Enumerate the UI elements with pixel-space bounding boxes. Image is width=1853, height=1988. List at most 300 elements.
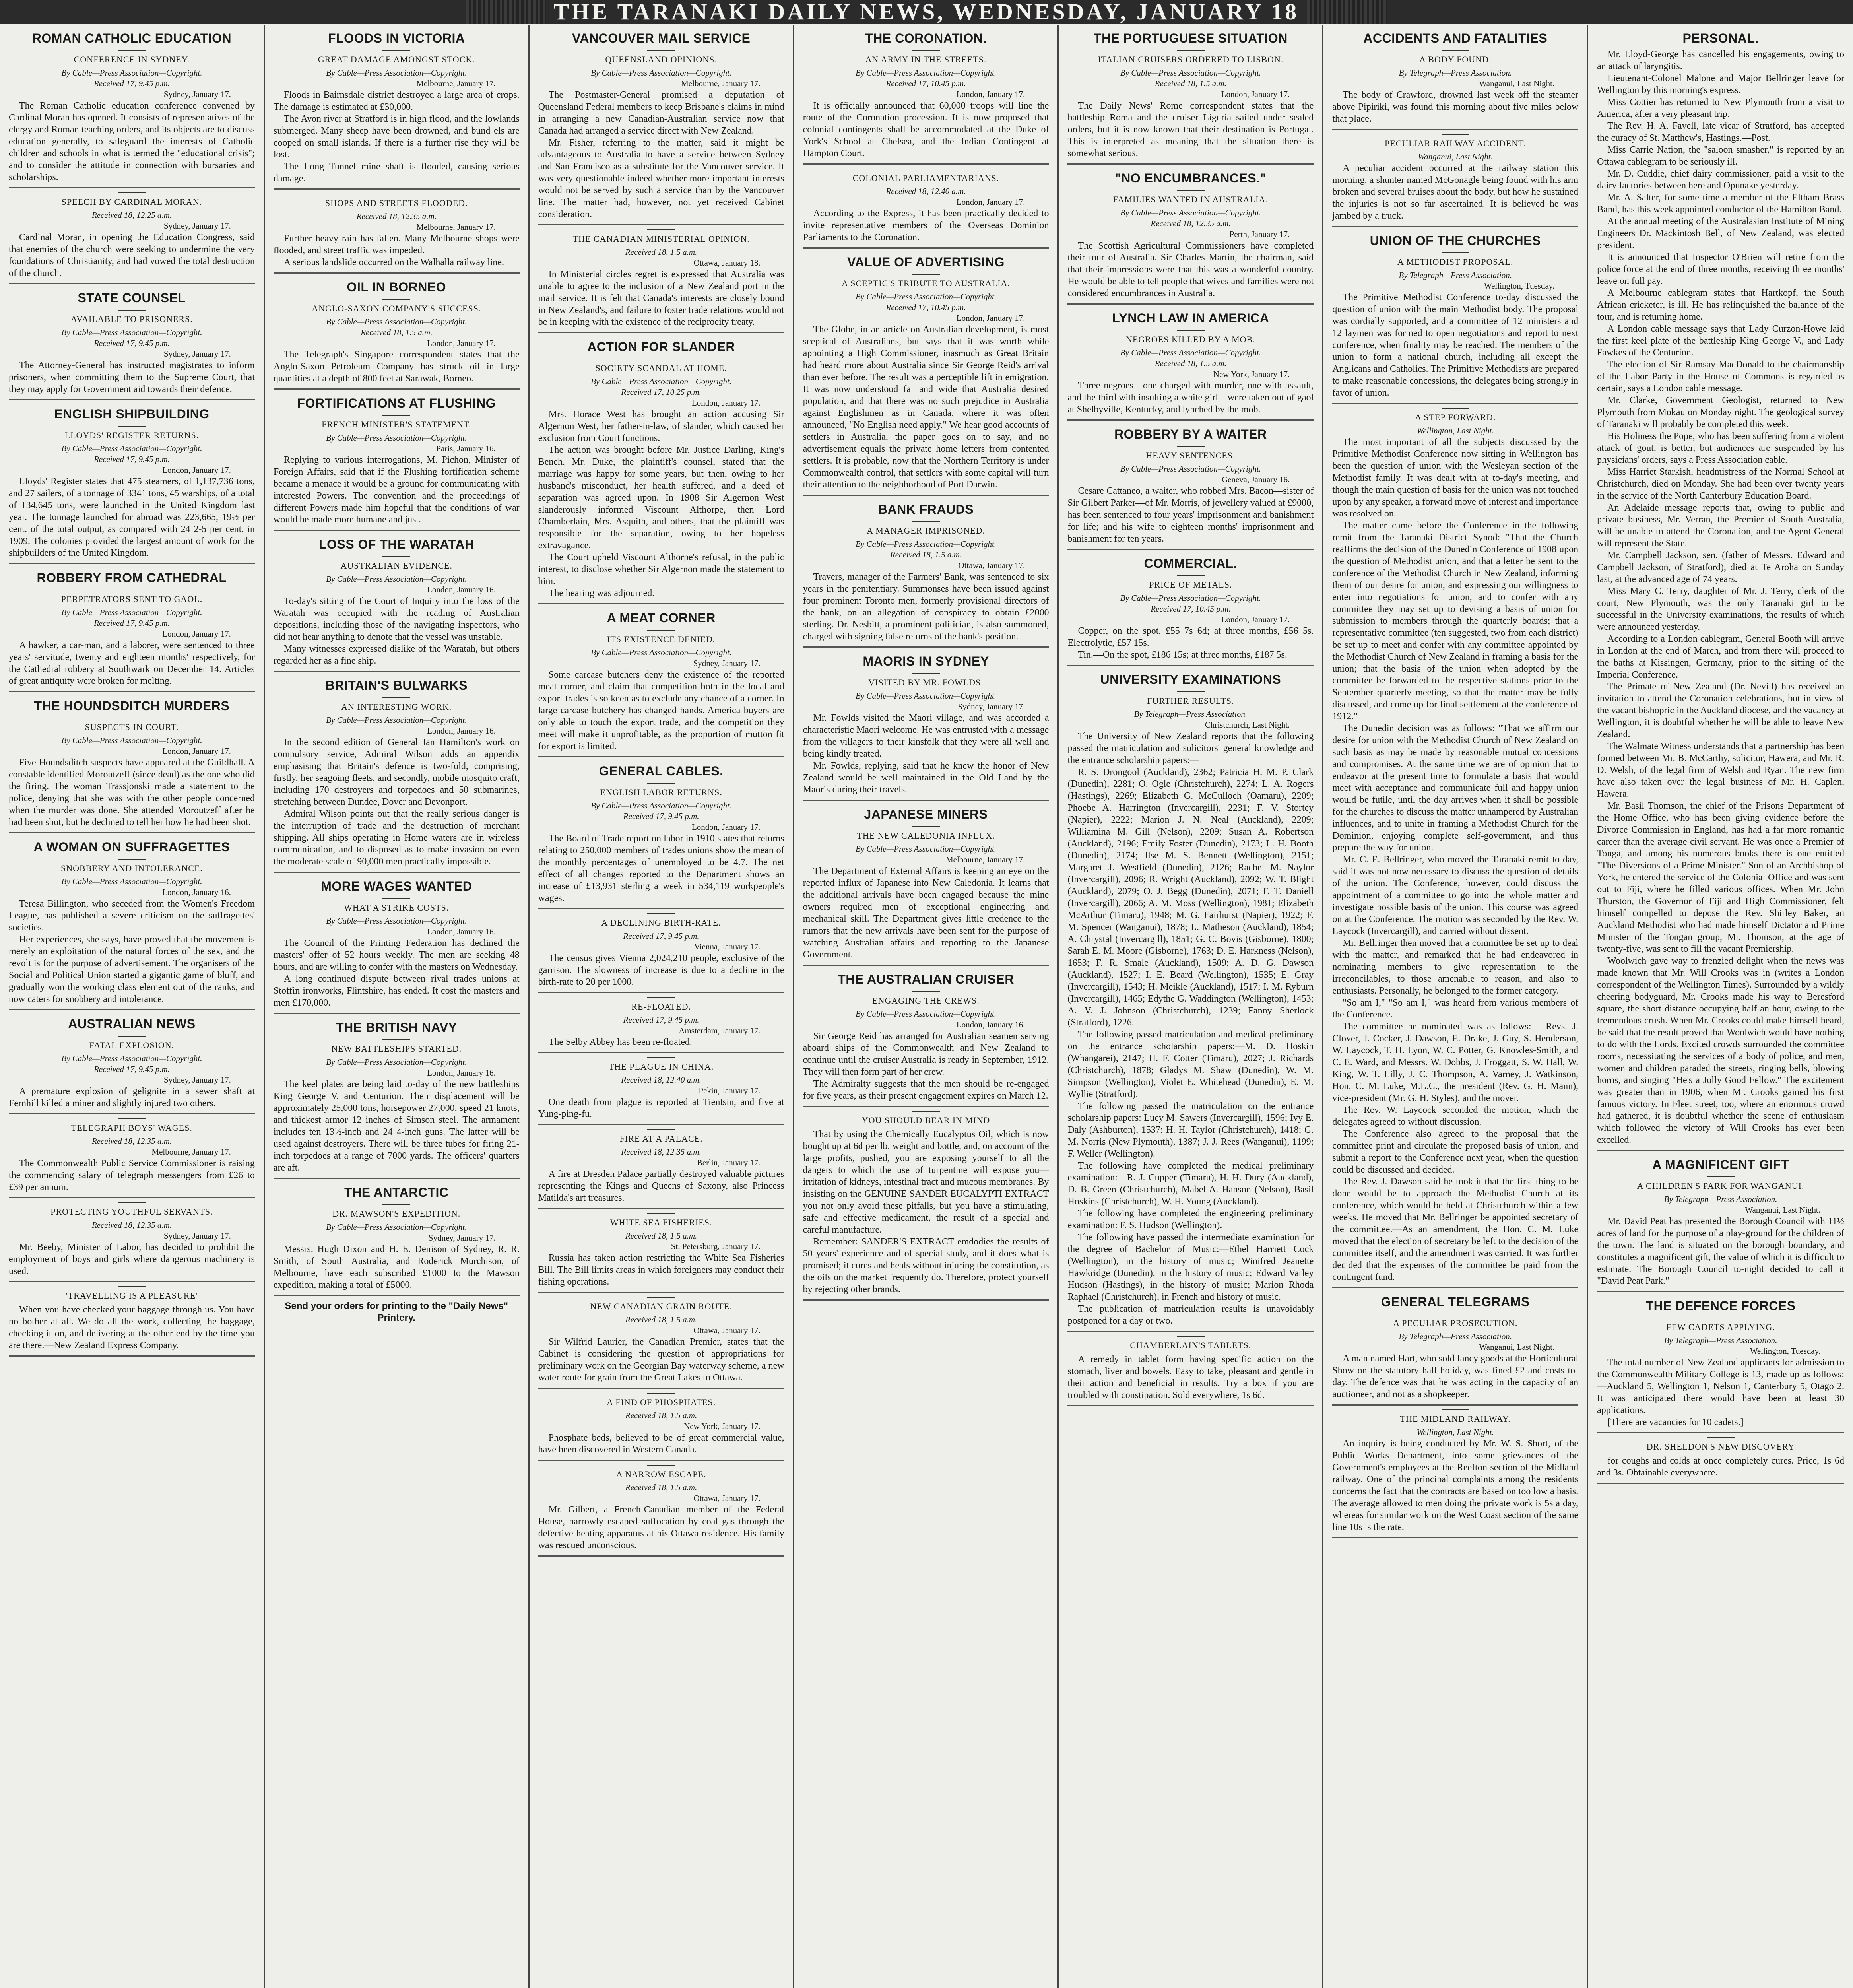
- article-body: [274, 454, 520, 526]
- headline: ROBBERY FROM CATHEDRAL: [37, 571, 227, 585]
- masthead-ornament-left: [466, 0, 546, 24]
- dateline: Received 18, 12.25 a.m.: [91, 210, 172, 220]
- dateline: London, January 17.: [1221, 615, 1290, 624]
- paragraph: A premature explosion of gelignite in a sewer shaft at Fernhill killed a miner and slightly injured two others.: [9, 1086, 255, 1109]
- article-body: [9, 1085, 255, 1109]
- dateline: Ottawa, January 17.: [958, 561, 1025, 570]
- article: [803, 30, 1049, 165]
- article-body: [538, 89, 784, 220]
- dateline: Sydney, January 17.: [163, 221, 231, 231]
- article-body: [538, 268, 784, 328]
- paragraph: The Postmaster-General promised a deputation of Queensland Federal members to keep Brisbane's claims in mind in arranging a new Canadian-Australian service now that Canada had arranged a service direct with New Zealand.: [538, 90, 784, 136]
- paragraph: Three negroes—one charged with murder, one with assault, and the third with insulting a white girl—were taken out of gaol at Shelbyville, Kentucky, and lynched by the mob.: [1067, 381, 1314, 415]
- paragraph: Sir Wilfrid Laurier, the Canadian Premier, states that the Cabinet is considering the question of appropriations for preliminary work on the Georgian Bay waterway scheme, a new water route for grain from the Great Lakes to Ottawa.: [538, 1337, 784, 1383]
- article: [274, 678, 520, 873]
- article-body: [538, 1336, 784, 1384]
- paragraph: The hearing was adjourned.: [548, 588, 655, 598]
- article: [9, 192, 255, 284]
- article-body: [538, 669, 784, 752]
- headline: UNION OF THE CHURCHES: [1370, 233, 1541, 248]
- article-body: [1597, 1215, 1844, 1287]
- dateline: Received 18, 1.5 a.m.: [625, 1231, 697, 1241]
- dateline: London, January 17.: [691, 398, 761, 408]
- paragraph: The Avon river at Stratford is in high flood, and the lowlands submerged. Many sheep have been drowned, and bund els are cooped on small islands. If there is a further rise they will be lost.: [273, 114, 520, 160]
- article-body: [274, 89, 520, 184]
- dateline: Received 18, 12.35 a.m.: [621, 1147, 701, 1157]
- article-body: [9, 898, 255, 1005]
- paragraph: In the second edition of General Ian Hamilton's work on compulsory service, Admiral Wilson adds an appendix emphasising that Britain's defence is two-fold, comprising, firstly, her seagoing fleets, and secondly, mobile mosquito craft, including 170 destroyers and torpedoes and 50 submarines, stretching between Dundee, Dover and Devonport.: [273, 737, 520, 807]
- headline: FORTIFICATIONS AT FLUSHING: [297, 396, 496, 410]
- article-body: [1067, 240, 1314, 299]
- subheading: RE-FLOATED.: [538, 997, 784, 1012]
- article: [1332, 134, 1578, 227]
- article-body: [274, 233, 520, 268]
- paragraph: Phosphate beds, believed to be of great commercial value, have been discovered in Western Canada.: [538, 1433, 784, 1455]
- dateline: By Cable—Press Association—Copyright.: [855, 539, 997, 549]
- article: [1332, 233, 1578, 404]
- dateline: Received 17, 9.45 p.m.: [623, 931, 699, 941]
- paragraph: Mr. Lloyd-George has cancelled his engagements, owing to an attack of laryngitis.: [1597, 49, 1845, 72]
- dateline: Received 17, 9.45 p.m.: [94, 1064, 170, 1074]
- subheading: ANGLO-SAXON COMPANY'S SUCCESS.: [274, 299, 520, 314]
- paragraph: Sir George Reid has arranged for Australian seamen serving aboard ships of the Commonwealth and New Zealand to continue until the cruiser Australia is ready in September, 1912. They will then form part of her crew.: [803, 1031, 1049, 1077]
- dateline: By Cable—Press Association—Copyright.: [61, 444, 202, 453]
- paragraph: The Selby Abbey has been re-floated.: [548, 1037, 692, 1047]
- dateline: By Cable—Press Association—Copyright.: [1120, 593, 1261, 603]
- paragraph: The Globe, in an article on Australian development, is most sceptical of Australians, but says that it was worth while appointing a High Commissioner, inasmuch as Great Britain had heard more about Australia since Sir George Reid's arrival than ever before. The result was a perceptible lift in emigration. It was now understood far and wide that Australia desired population, and that there was no such prejudice in Australia against Englishmen as in Canada, where it was often announced, "No English need apply." We hear good accounts of settlers in Australia, the paper goes on to say, and no advertisement equals the private home letters from contented settlers. It is probable, now that the Northern Territory is under Commonwealth control, that settlers with some capital will turn their attention to the neighborhood of Port Darwin.: [803, 324, 1049, 490]
- article: [803, 806, 1049, 966]
- paragraph: The matter came before the Conference in the following remit from the Taranaki District Synod: "That the Church reaffirms the decision of the Dunedin Conference of 1908 upon the question of Methodist union, and that a letter be sent to the conference of the Methodist Church in New Zealand, informing them of our desire for union, and expressing our willingness to enter into negotiations for union, and to confer with any committee they may set up to devising a basis of union for submission to members through the quarterly boards; that a representative committee (ten suggested, two from each district) be set up to meet and confer with any committee appointed by the Methodist Church of New Zealand in framing a basis for the union; that the basis of the union when adopted by the committee be forwarded to the respective stations prior to the September quarterly meeting, so that the matter may be fully discussed, and come up for final settlement at the conference of 1912.": [1332, 520, 1579, 722]
- dateline: Melbourne, January 17.: [416, 79, 496, 88]
- paragraph: Many witnesses expressed dislike of the Waratah, but others regarded her as a fine ship.: [273, 644, 520, 666]
- paragraph: The Walmate Witness understands that a partnership has been formed between Mr. B. McCarthy, solicitor, Hawera, and Mr. R. D. Welsh, of the legal firm of Welsh and Ryan. The new firm have also taken over the legal business of Mr. H. Caplen, Hawera.: [1597, 741, 1845, 799]
- dateline: Received 18, 1.5 a.m.: [625, 1411, 697, 1420]
- article: [9, 1286, 255, 1357]
- headline: VALUE OF ADVERTISING: [847, 255, 1005, 269]
- column-6: [1323, 25, 1588, 1988]
- paragraph: The Rev. J. Dawson said he took it that the first thing to be done would be to approach the Methodist Church at its conference, which would be held at Christchurch within a few weeks. He moved that Mr. Bellringer be appointed secretary of the committee.—As an amendment, the Hon. C. M. Luke moved that the election of secretary be left to the decision of the committee itself, and the amendment was carried. It was further decided that the expenses of the committee be paid from the contingent fund.: [1332, 1176, 1579, 1282]
- article-body: [803, 865, 1049, 961]
- dateline: By Telegraph—Press Association.: [1664, 1194, 1777, 1204]
- dateline: London, January 17.: [162, 465, 231, 475]
- dateline: Received 17, 9.45 p.m.: [94, 79, 170, 88]
- article-body: [1067, 625, 1314, 661]
- paragraph: The following passed the matriculation on the entrance scholarship papers: Lucy M. Sawers (Invercargill), 1596; Ivy E. Daly (Ashburton), 1537; H. H. Taylor (Christchurch), 1418; G. M. Norris (New Plymouth), 1387; J. J. Rees (Wanganui), 1199; F. Weller (Wellington).: [1067, 1101, 1314, 1159]
- subheading: AVAILABLE TO PRISONERS.: [9, 310, 255, 325]
- paragraph: Teresa Billington, who seceded from the Women's Freedom League, has published a severe criticism on the suffragettes' societies.: [9, 899, 255, 933]
- dateline: By Cable—Press Association—Copyright.: [591, 648, 732, 657]
- paragraph: Lieutenant-Colonel Malone and Major Bellringer leave for Wellington by this morning's express.: [1597, 73, 1845, 95]
- masthead-ornament-right: [1307, 0, 1387, 24]
- dateline: By Cable—Press Association—Copyright.: [591, 68, 732, 78]
- paragraph: The following have passed the intermediate examination for the degree of Bachelor of Music:—Ethel Harriett Cock (Wellington), in the history of music; Winifred Jeanette Hawkridge (Dunedin), in the history of music; Edward Varley Hudson (Hastings), in the history of music; Marion Rhoda Raphael (Christchurch), in French and history of music.: [1067, 1232, 1314, 1302]
- paragraph: The action was brought before Mr. Justice Darling, King's Bench. Mr. Duke, the plaintiff's counsel, stated that the marriage was happy for some years, but then, owing to her husband's misconduct, her health suffered, and a deed of separation was agreed upon. In 1908 Sir Algernon West slanderously informed Viscount Althorpe, then Lord Chamberlain, Mrs. Asquith, and others, that the plaintiff was responsible for the separation, owing to her hopeless extravagance.: [538, 445, 784, 551]
- article: [538, 339, 784, 604]
- article-body: [9, 231, 255, 279]
- paragraph: A man named Hart, who sold fancy goods at the Horticultural Show on the statutory half-holiday, was fined £2 and costs to-day. The defence was that he was acting in the capacity of an auctioneer, and not as a shopkeeper.: [1332, 1353, 1579, 1400]
- subheading: PROTECTING YOUTHFUL SERVANTS.: [9, 1202, 255, 1217]
- dateline: By Telegraph—Press Association.: [1664, 1336, 1777, 1345]
- article: [9, 570, 255, 692]
- article: [803, 254, 1049, 496]
- article: [1597, 1157, 1844, 1292]
- headline: STATE COUNSEL: [78, 291, 186, 305]
- article-body: [274, 937, 520, 1009]
- subheading: ITALIAN CRUISERS ORDERED TO LISBON.: [1067, 50, 1314, 65]
- article-body: [538, 833, 784, 904]
- dateline: Received 17, 9.45 p.m.: [94, 618, 170, 628]
- paragraph: A London cable message says that Lady Curzon-Howe laid the first keel plate of the battleship King George V., and Lady Fawkes of the Centurion.: [1597, 324, 1845, 358]
- article-body: [1597, 1357, 1844, 1428]
- subheading: CONFERENCE IN SYDNEY.: [9, 50, 255, 65]
- dateline: Received 18, 12.35 a.m.: [91, 1220, 172, 1230]
- article-body: [1067, 100, 1314, 159]
- dateline: By Telegraph—Press Association.: [1399, 1332, 1512, 1341]
- dateline: By Cable—Press Association—Copyright.: [326, 715, 467, 725]
- article: [274, 878, 520, 1014]
- headline: VANCOUVER MAIL SERVICE: [572, 31, 751, 45]
- subheading: AN ARMY IN THE STREETS.: [803, 50, 1049, 65]
- paragraph: Lloyds' Register states that 475 steamers, of 1,137,736 tons, and 27 sailers, of a tonnage of 3341 tons, 45 warships, of a total of 134,645 tons, were launched in the United Kingdom last year. The tonnage launched for abroad was 223,665, 19½ per cent. of the total output, as compared with 24 2-5 per cent. in 1909. The colonies provided the largest amount of work for the shipbuilders of the United Kingdom.: [9, 476, 255, 558]
- headline: COMMERCIAL.: [1144, 556, 1238, 571]
- headline: A MAGNIFICENT GIFT: [1652, 1157, 1789, 1172]
- dateline: London, January 17.: [956, 89, 1025, 99]
- headline: THE CORONATION.: [865, 31, 987, 45]
- dateline: Wellington, Tuesday.: [1750, 1346, 1821, 1356]
- paragraph: R. S. Drongool (Auckland), 2362; Patricia H. M. P. Clark (Dunedin), 2281; O. Ogle (Christchurch), 2274; L. A. Rogers (Hastings), 2269; Elizabeth G. McCulloch (Oamaru), 2209; Phoebe A. Harrington (Invercargill), 2231; F. V. Stortey (Napier), 2222; Marion J. N. Neal (Auckland), 2209; Williamina M. Gill (Nelson), 2209; Susan A. Robertson (Auckland), 2196; Emily Foster (Dunedin), 2173; L. H. Booth (Dunedin), 2174; Ilse M. S. Bennett (Wellington), 2151; Margaret J. Westfield (Dunedin), 2126; Rachel M. Naylor (Invercargill), 2096; R. Wright (Auckland), 2092; W. T. Blight (Auckland), 2079; O. J. Begg (Dunedin), 2071; F. T. Daniell (Invercargill), 2066; A. M. Moss (Wellington), 1981; Elizabeth McArthur (Timaru), 1948; M. G. Fairhurst (Napier), 1922; F. M. Spencer (Wanganui), 1878; L. Matheson (Auckland), 1854; A. Chrystal (Invercargill), 1851; G. C. Bovis (Gisborne), 1800; Sarah E. M. Moore (Gisborne), 1763; D. E. Harkness (Nelson), 1653; F. R. Smale (Auckland), 1509; A. D. G. Dawson (Auckland), 1527; I. E. Beard (Wellington), 1535; E. Gray (Invercargill), 1543; H. Meikle (Auckland), 1517; I. M. Ryburn (Invercargill), 1465; Edythe G. Waddington (Wellington), 1453; A. V. J. Johnson (Christchurch), 1239; Fanny Sherlock (Stratford), 1226.: [1067, 767, 1314, 1028]
- paragraph: A fire at Dresden Palace partially destroyed valuable pictures representing the Kings and Queens of Saxony, also Princess Matilda's art treasures.: [538, 1169, 784, 1203]
- paragraph: Mr. C. E. Bellringer, who moved the Taranaki remit to-day, said it was not now necessary to discuss the question of details of the union. The Conference, however, could discuss the appointment of a committee to go into the whole matter and investigate possible basis of the union. This course was agreed on at the Conference. The motion was seconded by the Rev. W. Laycock (Invercargill), and carried without dissent.: [1332, 854, 1579, 936]
- subheading: VISITED BY MR. FOWLDS.: [803, 673, 1049, 688]
- headline: JAPANESE MINERS: [864, 807, 988, 821]
- article-body: [1332, 1353, 1578, 1400]
- dateline: Berlin, January 17.: [697, 1158, 761, 1167]
- article: [1067, 170, 1314, 305]
- article-body: [1067, 730, 1314, 1327]
- paragraph: Tin.—On the spot, £186 15s; at three months, £187 5s.: [1078, 650, 1287, 660]
- subheading: SOCIETY SCANDAL AT HOME.: [538, 359, 784, 374]
- headline: ENGLISH SHIPBUILDING: [54, 407, 210, 421]
- subheading: A BODY FOUND.: [1332, 50, 1578, 65]
- headline: LYNCH LAW IN AMERICA: [1112, 311, 1269, 325]
- subheading: GREAT DAMAGE AMONGST STOCK.: [274, 50, 520, 65]
- article: [538, 1297, 784, 1389]
- article: [9, 30, 255, 188]
- dateline: By Cable—Press Association—Copyright.: [855, 68, 997, 78]
- dateline: By Telegraph—Press Association.: [1399, 270, 1512, 280]
- subheading: ENGLISH LABOR RETURNS.: [538, 783, 784, 798]
- dateline: Sydney, January 17.: [163, 1231, 231, 1241]
- dateline: Melbourne, January 17.: [151, 1147, 231, 1157]
- subheading: NEGROES KILLED BY A MOB.: [1067, 330, 1314, 345]
- subheading: TELEGRAPH BOYS' WAGES.: [9, 1118, 255, 1134]
- paragraph: Further heavy rain has fallen. Many Melbourne shops were flooded, and street traffic was impeded.: [273, 233, 520, 256]
- dateline: Received 18, 12.35 a.m.: [1151, 219, 1231, 228]
- dateline: By Cable—Press Association—Copyright.: [855, 844, 997, 854]
- paragraph: The Court upheld Viscount Althorpe's refusal, in the public interest, to disclose whether Sir Algernon made the statement to him.: [538, 552, 784, 586]
- paragraph: Cardinal Moran, in opening the Education Congress, said that enemies of the church were seeking to undermine the very foundations of Christianity, and had vowed the total destruction of the church.: [9, 232, 255, 278]
- article: [1067, 30, 1314, 165]
- paragraph: The Attorney-General has instructed magistrates to inform prisoners, when committing them to the Supreme Court, that they may apply for Government aid towards their defence.: [9, 360, 255, 394]
- subheading: A STEP FORWARD.: [1332, 408, 1578, 423]
- headline: THE PORTUGUESE SITUATION: [1093, 31, 1288, 45]
- dateline: Received 18, 12.40 a.m.: [621, 1075, 701, 1085]
- article: [9, 698, 255, 833]
- subheading: COLONIAL PARLIAMENTARIANS.: [803, 169, 1049, 184]
- paragraph: A serious landslide occurred on the Walhalla railway line.: [283, 257, 504, 268]
- article: [538, 1213, 784, 1293]
- dateline: Melbourne, January 17.: [416, 222, 496, 232]
- article-body: [803, 712, 1049, 796]
- article: [274, 536, 520, 672]
- paragraph: An inquiry is being conducted by Mr. W. S. Short, of the Public Works Department, into some grievances of the Government's employees at the Reefton section of the Midland railway. One of the principal complaints among the residents concerns the fact that the contracts are based on too low a basis. The average allowed to men doing the private work is 5s a day, whereas for similar work on the West Coast section of the same line 10s is the rate.: [1332, 1439, 1579, 1532]
- dateline: Melbourne, January 17.: [681, 79, 761, 88]
- paragraph: The Admiralty suggests that the men should be re-engaged for five years, as their present engagement expires on March 12.: [803, 1079, 1049, 1101]
- dateline: By Cable—Press Association—Copyright.: [326, 916, 467, 926]
- paragraph: Messrs. Hugh Dixon and H. E. Denison of Sydney, R. R. Smith, of South Australia, and Roderick Murchison, of Melbourne, have each subscribed £1000 to the Mawson expedition, making a total of £5000.: [273, 1244, 520, 1290]
- article-body: [9, 1241, 255, 1277]
- paragraph: The census gives Vienna 2,024,210 people, exclusive of the garrison. The slowness of increase is due to a decline in the birth-rate to 20 per 1000.: [538, 953, 784, 987]
- dateline: Wanganui, Last Night.: [1745, 1205, 1821, 1215]
- article: [538, 997, 784, 1053]
- article-body: [1067, 380, 1314, 415]
- dateline: Received 17, 9.45 p.m.: [94, 338, 170, 348]
- subheading: LLOYDS' REGISTER RETURNS.: [9, 426, 255, 441]
- dateline: Vienna, January 17.: [694, 942, 761, 951]
- subheading: ENGAGING THE CREWS.: [803, 991, 1049, 1006]
- paragraph: Mr. Basil Thomson, the chief of the Prisons Department of the Home Office, who has been giving evidence before the Divorce Commission in England, has had a far more romantic career than the average civil servant. He was once a Premier of Tonga, and among his numerous books there is one entitled "The Diversions of a Prime Minister." Son of an Archbishop of York, he entered the service of the Colonial Office and was sent out to Fiji, where he filled various offices. When Mr. John Thurston, the Governor of Fiji and High Commissioner, felt himself compelled to depose the Rev. Shirley Baker, an Auckland Methodist who had made himself Dictator and Prime Minister of the Tongan group, Mr. Thomson, at the age of twenty-five, was sent to fill the vacant Premiership.: [1597, 801, 1845, 954]
- dateline: New York, January 17.: [684, 1421, 761, 1431]
- subheading: SNOBBERY AND INTOLERANCE.: [9, 859, 255, 874]
- paragraph: Copper, on the spot, £55 7s 6d; at three months, £56 5s. Electrolytic, £57 15s.: [1067, 626, 1314, 648]
- paragraph: A peculiar accident occurred at the railway station this morning, a shunter named McGonagle being found with his arm broken and several bruises about the body, but how he sustained the injuries is not so far ascertained. It is believed he was jambed by a truck.: [1332, 163, 1579, 221]
- dateline: Wellington, Last Night.: [1416, 1427, 1494, 1437]
- paragraph: The Primate of New Zealand (Dr. Nevill) has received an invitation to attend the Coronation celebrations, but in view of the vacant bishopric in the Auckland diocese, and the vacancy at Wellington, it is doubtful whether he will be able to leave New Zealand.: [1597, 681, 1845, 740]
- paragraph: In Ministerial circles regret is expressed that Australia was unable to agree to the inclusion of a New Zealand port in the mail service. It is felt that Canada's interests are closely bound in New Zealand's, and failure to foster trade relations would not be in keeping with the existence of the reciprocity treaty.: [538, 269, 784, 327]
- article: [274, 395, 520, 531]
- paragraph: The following have completed the medical preliminary examination:—R. J. Cupper (Timaru), H. H. Dury (Auckland), D. B. Green (Christchurch), Mabel A. Hanson (Nelson), Basil Hoskins (Christchurch), W. H. Young (Auckland).: [1067, 1161, 1314, 1207]
- dateline: By Cable—Press Association—Copyright.: [855, 1009, 997, 1019]
- article-body: [538, 1096, 784, 1120]
- subheading: THE NEW CALEDONIA INFLUX.: [803, 826, 1049, 841]
- article: [538, 229, 784, 333]
- headline: THE HOUNDSDITCH MURDERS: [34, 699, 230, 713]
- dateline: By Telegraph—Press Association.: [1134, 709, 1248, 719]
- subheading: PRICE OF METALS.: [1067, 575, 1314, 590]
- dateline: Ottawa, January 17.: [693, 1326, 761, 1335]
- article: [538, 1465, 784, 1557]
- column-1: [0, 25, 265, 1988]
- subheading: A METHODIST PROPOSAL.: [1332, 252, 1578, 268]
- article-body: [538, 952, 784, 988]
- headline: ROBBERY BY A WAITER: [1114, 427, 1267, 441]
- dateline: Geneva, January 16.: [1221, 475, 1290, 484]
- dateline: By Cable—Press Association—Copyright.: [326, 317, 467, 326]
- article: [803, 653, 1049, 801]
- paragraph: A Melbourne cablegram states that Hartkopf, the South African cricketer, is ill. He has relinquished the balance of the tour, and is returning home.: [1597, 288, 1845, 322]
- article: [1597, 1298, 1844, 1433]
- paragraph: Some carcase butchers deny the existence of the reported meat corner, and claim that competition both in the local and export trades is so keen as to exclude any chance of a corner. In large carcase butchery has changed hands. America buyers are only able to touch the export trade, and the competition they meet will make it unprofitable, as the proportion of mutton fit for export is limited.: [538, 670, 784, 751]
- subheading: WHITE SEA FISHERIES.: [538, 1213, 784, 1228]
- paragraph: According to the Express, it has been practically decided to invite representative members of the Overseas Dominion Parliaments to the Coronation.: [803, 208, 1049, 243]
- dateline: By Cable—Press Association—Copyright.: [855, 292, 997, 301]
- dateline: Paris, January 16.: [436, 444, 496, 453]
- article: [803, 971, 1049, 1107]
- paragraph: The body of Crawford, drowned last week off the steamer above Pipiriki, was found this morning about five miles below that place.: [1332, 90, 1579, 124]
- paragraph: It is officially announced that 60,000 troops will line the route of the Coronation procession. It is now proposed that colonial contingents shall be accommodated at the Duke of York's School at Chelsea, and the Indian Contingent at Hampton Court.: [803, 101, 1049, 159]
- subheading: SHOPS AND STREETS FLOODED.: [274, 194, 520, 209]
- article-body: [538, 408, 784, 599]
- dateline: Sydney, January 17.: [163, 89, 231, 99]
- paragraph: The Daily News' Rome correspondent states that the battleship Roma and the cruiser Liguria sailed under sealed orders, but it is now known that their destination is Portugal. This is interpreted as meaning that the situation there is somewhat serious.: [1067, 101, 1314, 159]
- article-body: [9, 476, 255, 559]
- dateline: By Cable—Press Association—Copyright.: [855, 691, 997, 701]
- headline: GENERAL TELEGRAMS: [1381, 1295, 1530, 1309]
- paragraph: [There are vacancies for 10 cadets.]: [1607, 1417, 1744, 1427]
- subheading: HEAVY SENTENCES.: [1067, 446, 1314, 461]
- article-body: [274, 1243, 520, 1291]
- article: [538, 30, 784, 225]
- subheading: ITS EXISTENCE DENIED.: [538, 630, 784, 645]
- dateline: London, January 17.: [162, 746, 231, 756]
- article-body: [1332, 1438, 1578, 1533]
- headline: BRITAIN'S BULWARKS: [325, 678, 468, 693]
- headline: THE BRITISH NAVY: [336, 1020, 457, 1035]
- dateline: Received 17, 9.45 p.m.: [94, 454, 170, 464]
- dateline: By Cable—Press Association—Copyright.: [326, 1222, 467, 1232]
- article-body: [9, 359, 255, 395]
- dateline: Wellington, Last Night.: [1416, 426, 1494, 435]
- article: [1067, 426, 1314, 550]
- article: [274, 30, 520, 190]
- article-body: [274, 1078, 520, 1174]
- subheading: 'TRAVELLING IS A PLEASURE': [9, 1286, 255, 1301]
- article: [1597, 1437, 1844, 1484]
- paragraph: "So am I," "So am I," was heard from various members of the Conference.: [1332, 998, 1579, 1020]
- subheading: PECULIAR RAILWAY ACCIDENT.: [1332, 134, 1578, 149]
- subheading: FATAL EXPLOSION.: [9, 1036, 255, 1051]
- headline: THE DEFENCE FORCES: [1645, 1299, 1796, 1313]
- subheading: THE CANADIAN MINISTERIAL OPINION.: [538, 229, 784, 245]
- article-body: [274, 736, 520, 868]
- headline: FLOODS IN VICTORIA: [328, 31, 465, 45]
- column-7: [1588, 25, 1853, 1988]
- paragraph: His Holiness the Pope, who has been suffering from a violent attack of gout, is better, but audiences are suspended by his physicians' orders, says a Press Association cable.: [1597, 431, 1845, 465]
- article-body: [538, 1168, 784, 1204]
- dateline: Received 18, 1.5 a.m.: [625, 1483, 697, 1492]
- paragraph: The Board of Trade report on labor in 1910 states that returns relating to 250,000 members of trades unions show the mean of the monthly percentages of unemployed to be 4.7. The net effect of all changes reported to the Department shows an increase of £13,931 sterling a week in 534,119 workpeople's wages.: [538, 833, 784, 903]
- subheading: DR. MAWSON'S EXPEDITION.: [274, 1204, 520, 1219]
- article-body: [1067, 485, 1314, 545]
- subheading: PERPETRATORS SENT TO GAOL.: [9, 590, 255, 605]
- paragraph: Mr. Beeby, Minister of Labor, has decided to prohibit the employment of boys and girls where dangerous machinery is used.: [9, 1242, 255, 1276]
- subheading: YOU SHOULD BEAR IN MIND: [803, 1111, 1049, 1126]
- paragraph: Miss Carrie Nation, the "saloon smasher," is reported by an Ottawa cablegram to be seriously ill.: [1597, 145, 1845, 167]
- headline: ROMAN CATHOLIC EDUCATION: [32, 31, 232, 45]
- article-body: [803, 324, 1049, 491]
- dateline: Received 18, 1.5 a.m.: [625, 1315, 697, 1324]
- paragraph: When you have checked your baggage through us. You have no bother at all. We do all the work, collecting the baggage, checking it on, and delivering at the other end by the time you are there.—New Zealand Express Company.: [9, 1305, 255, 1351]
- subheading: NEW CANADIAN GRAIN ROUTE.: [538, 1297, 784, 1312]
- paragraph: A hawker, a car-man, and a laborer, were sentenced to three years' servitude, twenty and eighteen months' respectively, for the Cathedral robbery at Southwark on December 14. Articles of great antiquity were broken for melting.: [9, 640, 255, 686]
- article-body: [803, 1128, 1049, 1295]
- subheading: A DECLINING BIRTH-RATE.: [538, 913, 784, 928]
- dateline: London, January 17.: [1221, 89, 1290, 99]
- dateline: Received 17, 10.45 p.m.: [1151, 604, 1231, 613]
- subheading: THE PLAGUE IN CHINA.: [538, 1057, 784, 1072]
- headline: "NO ENCUMBRANCES.": [1115, 171, 1267, 185]
- dateline: By Cable—Press Association—Copyright.: [1120, 348, 1261, 357]
- headline: A WOMAN ON SUFFRAGETTES: [33, 840, 230, 854]
- paragraph: Mr. Campbell Jackson, sen. (father of Messrs. Edward and Campbell Jackson, of Stratford), died at Te Aroha on Sunday last, at the advanced age of 74 years.: [1597, 550, 1845, 584]
- dateline: New York, January 17.: [1213, 369, 1290, 379]
- dateline: Sydney, January 17.: [693, 658, 761, 668]
- dateline: By Cable—Press Association—Copyright.: [61, 877, 202, 886]
- dateline: London, January 17.: [427, 338, 496, 348]
- article: [803, 501, 1049, 648]
- dateline: By Cable—Press Association—Copyright.: [61, 736, 202, 745]
- dateline: By Cable—Press Association—Copyright.: [326, 574, 467, 584]
- article-body: [1332, 291, 1578, 399]
- paragraph: The most important of all the subjects discussed by the Primitive Methodist Conference now sitting in Wellington has been the question of union with the Wesleyan section of the Methodist family. It was dealt with at to-day's meeting, and though the main question of basis for the union was not touched upon by any speaker, a forward move of interest and importance was resolved on.: [1332, 437, 1579, 519]
- paragraph: One death from plague is reported at Tientsin, and five at Yung-ping-fu.: [538, 1097, 784, 1119]
- paragraph: The Roman Catholic education conference convened by Cardinal Moran has opened. It consists of representatives of the clergy and Roman teaching orders, and its objects are to discuss education generally, to safeguard the interests of Catholic children and schools in what is termed the "educational crisis"; and to consider the attitude in connection with bursaries and scholarships.: [9, 101, 255, 182]
- paragraph: The following have completed the engineering preliminary examination: F. S. Hudson (Wellington).: [1067, 1208, 1314, 1231]
- dateline: London, January 16.: [427, 585, 496, 594]
- dateline: By Telegraph—Press Association.: [1399, 68, 1512, 78]
- dateline: Received 18, 12.35 a.m.: [356, 212, 437, 221]
- subheading: AUSTRALIAN EVIDENCE.: [274, 556, 520, 571]
- paragraph: Miss Cottier has returned to New Plymouth from a visit to America, after a very pleasant trip.: [1597, 97, 1845, 119]
- paragraph: Mr. D. Cuddie, chief dairy commissioner, paid a visit to the dairy factories between here and Opunake yesterday.: [1597, 169, 1845, 191]
- paragraph: Mr. Fowlds visited the Maori village, and was accorded a characteristic Maori welcome. He was entrusted with a message from the villagers to their kinsfolk that they were all well and being kindly treated.: [803, 713, 1049, 759]
- dateline: By Cable—Press Association—Copyright.: [1120, 464, 1261, 474]
- dateline: By Cable—Press Association—Copyright.: [326, 68, 467, 78]
- paragraph: Mr. Clarke, Government Geologist, returned to New Plymouth from Mokau on Monday night. The geological survey of Taranaki will probably be completed this week.: [1597, 395, 1845, 429]
- dateline: Received 18, 1.5 a.m.: [625, 247, 697, 257]
- headline: GENERAL CABLES.: [599, 764, 724, 778]
- paragraph: The Department of External Affairs is keeping an eye on the reported influx of Japanese into New Caledonia. It learns that the additional arrivals have been engaged because the mine owners required men of exceptional engineering and mechanical skill. The Department gives little credence to the rumors that the new arrivals have been sent for the purpose of watching Australian affairs and reporting to the Japanese Government.: [803, 866, 1049, 960]
- article: [274, 194, 520, 274]
- article: [1067, 672, 1314, 1332]
- paragraph: Mr. Bellringer then moved that a committee be set up to deal with the matter, and remarked that he had endeavored in nominating members to give representation to the irreconcilables, to those amenable to reason, and also to enthusiasts. Personally, he belonged to the former category.: [1332, 938, 1579, 996]
- paragraph: At the annual meeting of the Australasian Institute of Mining Engineers Dr. Mackintosh Bell, of New Zealand, was elected president.: [1597, 216, 1845, 250]
- paragraph: The Conference also agreed to the proposal that the committee print and circulate the proposed basis of union, and submit a report to the Conference next year, when the question could be discussed and decided.: [1332, 1129, 1579, 1175]
- subheading: WHAT A STRIKE COSTS.: [274, 898, 520, 913]
- headline: OIL IN BORNEO: [347, 280, 446, 294]
- dateline: Received 18, 12.40 a.m.: [886, 186, 966, 196]
- subheading: THE MIDLAND RAILWAY.: [1332, 1409, 1578, 1425]
- paragraph: Mr. A. Salter, for some time a member of the Eltham Brass Band, has this week appointed conductor of the Hamilton Band.: [1597, 192, 1845, 215]
- headline: A MEAT CORNER: [607, 611, 716, 625]
- paragraph: The committee he nominated was as follows:— Revs. J. Clover, J. Cocker, J. Dawson, E. Drake, J. Guy, S. Henderson, W. Laycock, T. H. Lyon, W. C. Potter, G. Knowles-Smith, and C. E. Ward, and Messrs. W. Dobbs, J. Froggatt, S. W. Hall, W. King, W. T. Lilly, J. C. Thompson, A. Varney, J. Watkinson, Hon. C. M. Luke, M.L.C., the president (Rev. G. H. Mann), vice-president (Mr. G. H. Styles), and the mover.: [1332, 1021, 1579, 1103]
- masthead-title: THE TARANAKI DAILY NEWS, WEDNESDAY, JANUARY 18: [553, 0, 1299, 24]
- paragraph: The Telegraph's Singapore correspondent states that the Anglo-Saxon Petroleum Company has struck oil in large quantities at a depth of 800 feet at Sarawak, Borneo.: [273, 349, 520, 384]
- subheading: CHAMBERLAIN'S TABLETS.: [1067, 1336, 1314, 1351]
- article-body: [1332, 162, 1578, 222]
- column-5: [1059, 25, 1323, 1988]
- dateline: By Cable—Press Association—Copyright.: [61, 1054, 202, 1063]
- article-body: [538, 1504, 784, 1551]
- article-body: [803, 100, 1049, 159]
- dateline: Received 17, 9.45 p.m.: [623, 812, 699, 821]
- article: [1332, 408, 1578, 1288]
- dateline: Sydney, January 17.: [958, 702, 1025, 711]
- dateline: Received 18, 1.5 a.m.: [1154, 359, 1226, 368]
- dateline: St. Petersburg, January 17.: [671, 1242, 761, 1251]
- paragraph: The Commonwealth Public Service Commissioner is raising the commencing salary of telegraph messengers from £26 to £39 per annum.: [9, 1158, 255, 1192]
- article: [538, 1129, 784, 1209]
